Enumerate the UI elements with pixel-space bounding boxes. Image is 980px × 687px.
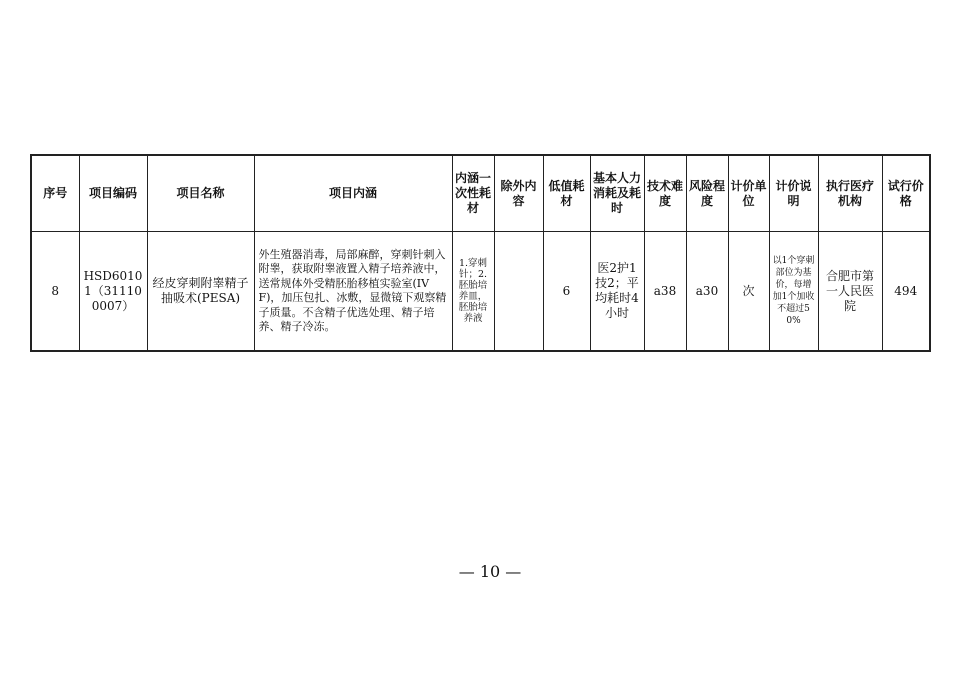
price-table [30, 154, 931, 352]
cell-low-value: 6 [543, 232, 590, 352]
header-low-value: 低值耗材 [543, 155, 590, 232]
header-unit: 计价单位 [728, 155, 769, 232]
header-code: 项目编码 [79, 155, 147, 232]
header-content: 项目内涵 [254, 155, 452, 232]
header-seq: 序号 [31, 155, 79, 232]
header-row [31, 155, 930, 232]
cell-consumables: 1.穿刺针；2.胚胎培养皿，胚胎培养液 [452, 232, 494, 352]
cell-institution: 合肥市第一人民医院 [818, 232, 882, 352]
table-row [31, 232, 930, 352]
cell-manpower: 医2护1技2；平均耗时4小时 [590, 232, 644, 352]
cell-code: HSD60101（311100007） [79, 232, 147, 352]
cell-unit: 次 [728, 232, 769, 352]
header-institution: 执行医疗机构 [818, 155, 882, 232]
cell-pricing-note: 以1个穿刺部位为基价，每增加1个加收不超过50% [769, 232, 818, 352]
header-pricing-note: 计价说明 [769, 155, 818, 232]
header-tech-difficulty: 技术难度 [644, 155, 686, 232]
cell-seq: 8 [31, 232, 79, 352]
cell-name: 经皮穿刺附睾精子抽吸术(PESA) [147, 232, 254, 352]
cell-risk-level: a30 [686, 232, 728, 352]
cell-content: 外生殖器消毒，局部麻醉，穿刺针刺入附睾，获取附睾液置入精子培养液中，送常规体外受精胚胎移植实验室(IVF)，加压包扎、冰敷，显微镜下观察精子质量。不含精子优选处理、精子培养、精子冷冻。 [254, 232, 452, 352]
header-excluded: 除外内容 [494, 155, 543, 232]
header-price: 试行价格 [882, 155, 930, 232]
header-risk-level: 风险程度 [686, 155, 728, 232]
header-consumables: 内涵一次性耗材 [452, 155, 494, 232]
page-number: — 10 — [458, 562, 522, 581]
cell-tech-difficulty: a38 [644, 232, 686, 352]
header-name: 项目名称 [147, 155, 254, 232]
header-manpower: 基本人力消耗及耗时 [590, 155, 644, 232]
cell-price: 494 [882, 232, 930, 352]
cell-excluded [494, 232, 543, 352]
